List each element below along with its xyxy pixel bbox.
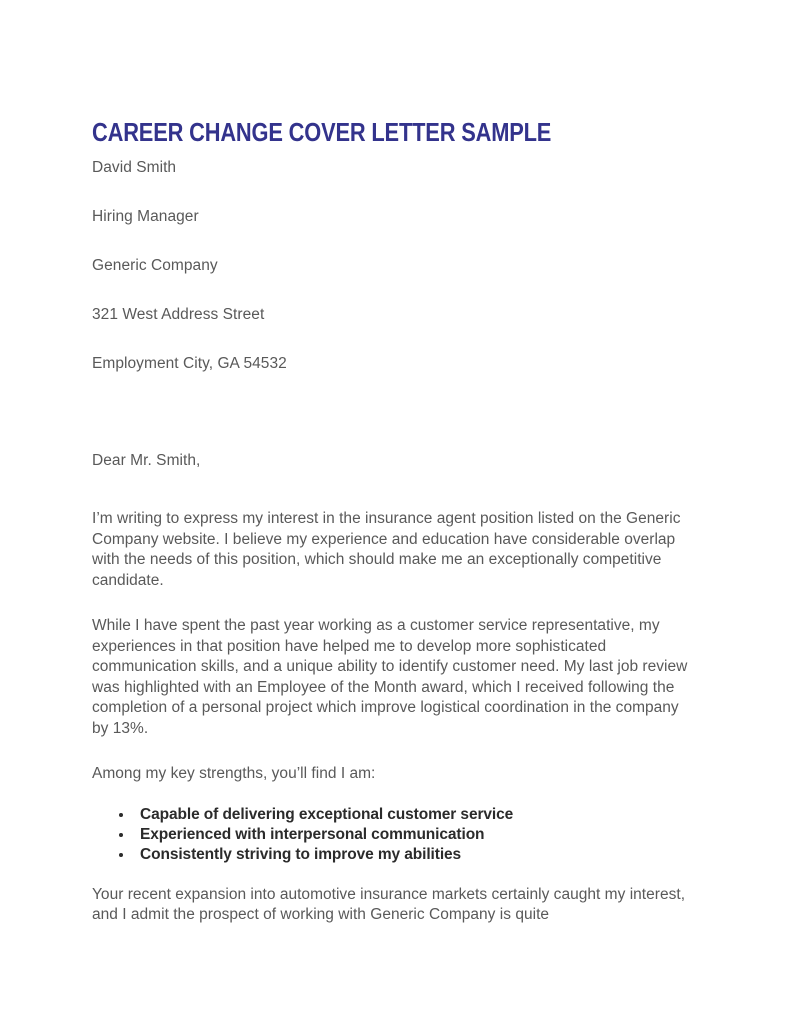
list-item [92,805,692,825]
bullet-dot-icon [119,833,123,837]
recipient-city-state-zip: Employment City, GA 54532 [92,355,287,372]
recipient-title: Hiring Manager [92,208,199,225]
body-paragraph-1: I’m writing to express my interest in the insurance agent position listed on the Generic Company website. I believe my experience and education have considerable overlap with the needs of this position, which should make me an exceptionally competitive candidate. [92,510,681,589]
recipient-address-block [92,158,692,374]
list-item [92,845,692,865]
bullet-dot-icon [119,813,123,817]
bullet-dot-icon [119,853,123,857]
list-item-label: Capable of delivering exceptional customer service [140,805,514,823]
body-paragraph-2: While I have spent the past year working as a customer service representative, my experiences in that position have helped me to develop more sophisticated communication skills, and a unique ability to identify customer need. My last job review was highlighted with an Employee of the Month award, which I received following the completion of a personal project which improve logistical coordination in the company by 13%. [92,617,688,737]
recipient-name: David Smith [92,159,177,176]
strengths-lead-in: Among my key strengths, you’ll find I am: [92,765,376,782]
list-item-label: Consistently striving to improve my abilities [140,845,462,863]
letter-body [92,451,692,926]
list-item-label: Experienced with interpersonal communication [140,825,485,843]
body-paragraph-3: Your recent expansion into automotive insurance markets certainly caught my interest, and I admit the prospect of working with Generic Company is quite [92,885,686,923]
page-title: CAREER CHANGE COVER LETTER SAMPLE [92,117,552,147]
recipient-company: Generic Company [92,257,218,274]
strengths-list [92,805,692,865]
list-item [92,825,692,845]
salutation: Dear Mr. Smith, [92,452,201,469]
recipient-street: 321 West Address Street [92,306,265,323]
